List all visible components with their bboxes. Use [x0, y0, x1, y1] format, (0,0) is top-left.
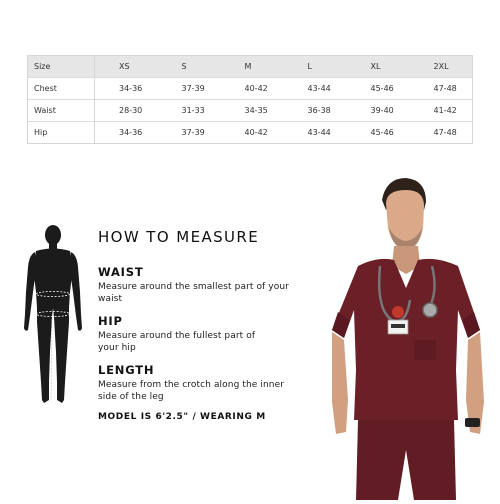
table-cell: 45-46 — [347, 78, 410, 100]
measure-description-line: waist — [98, 294, 123, 304]
measure-item-hip — [98, 314, 328, 354]
how-to-measure-section — [98, 228, 328, 422]
measure-description-line: side of the leg — [98, 392, 164, 402]
size-chart-table — [27, 55, 473, 144]
measure-description-line: Measure around the smallest part of your — [98, 282, 289, 292]
size-header-xl: XL — [347, 56, 410, 78]
table-cell: 37-39 — [158, 78, 221, 100]
measure-description-line: your hip — [98, 343, 136, 353]
table-cell: 43-44 — [284, 78, 347, 100]
measure-description — [98, 281, 328, 305]
table-cell: 34-36 — [95, 78, 158, 100]
table-cell: 40-42 — [244, 128, 268, 137]
size-header-s: S — [158, 56, 221, 78]
measure-title: WAIST — [98, 265, 144, 279]
table-cell: 45-46 — [370, 128, 394, 137]
table-cell: 36-38 — [284, 100, 347, 122]
measure-description-line: Measure from the crotch along the inner — [98, 380, 285, 390]
table-cell: 40-42 — [221, 78, 284, 100]
row-label-waist: Waist — [28, 100, 95, 122]
table-cell: 31-33 — [158, 100, 221, 122]
table-cell: 28-30 — [95, 100, 158, 122]
table-cell: 34-35 — [221, 100, 284, 122]
table-cell: 39-40 — [347, 100, 410, 122]
body-silhouette-icon — [18, 222, 88, 412]
measure-title: LENGTH — [98, 363, 155, 377]
size-chart-header-row — [28, 56, 473, 78]
size-header-l: L — [284, 56, 347, 78]
table-cell: 41-42 — [410, 100, 473, 122]
measure-item-waist — [98, 265, 328, 305]
row-label-chest: Chest — [28, 78, 95, 100]
model-photo — [318, 170, 500, 500]
measure-description — [98, 379, 328, 403]
size-header-xs: XS — [95, 56, 158, 78]
size-header-2xl: 2XL — [410, 56, 473, 78]
measure-item-length — [98, 363, 328, 403]
table-cell: 43-44 — [307, 128, 331, 137]
measure-description — [98, 330, 328, 354]
size-header-label: Size — [28, 56, 95, 78]
measure-description-line: Measure around the fullest part of — [98, 331, 256, 341]
model-note: MODEL IS 6'2.5" / WEARING M — [98, 412, 266, 422]
table-cell: 47-48 — [433, 128, 457, 137]
table-row — [28, 122, 473, 144]
table-cell: 34-36 — [119, 128, 143, 137]
row-label-hip: Hip — [28, 122, 95, 144]
size-header-m: M — [221, 56, 284, 78]
table-row — [28, 78, 473, 100]
table-cell: 37-39 — [181, 128, 205, 137]
table-cell: 47-48 — [410, 78, 473, 100]
measure-title: HIP — [98, 314, 123, 328]
table-row — [28, 100, 473, 122]
how-to-measure-title: HOW TO MEASURE — [98, 228, 260, 246]
